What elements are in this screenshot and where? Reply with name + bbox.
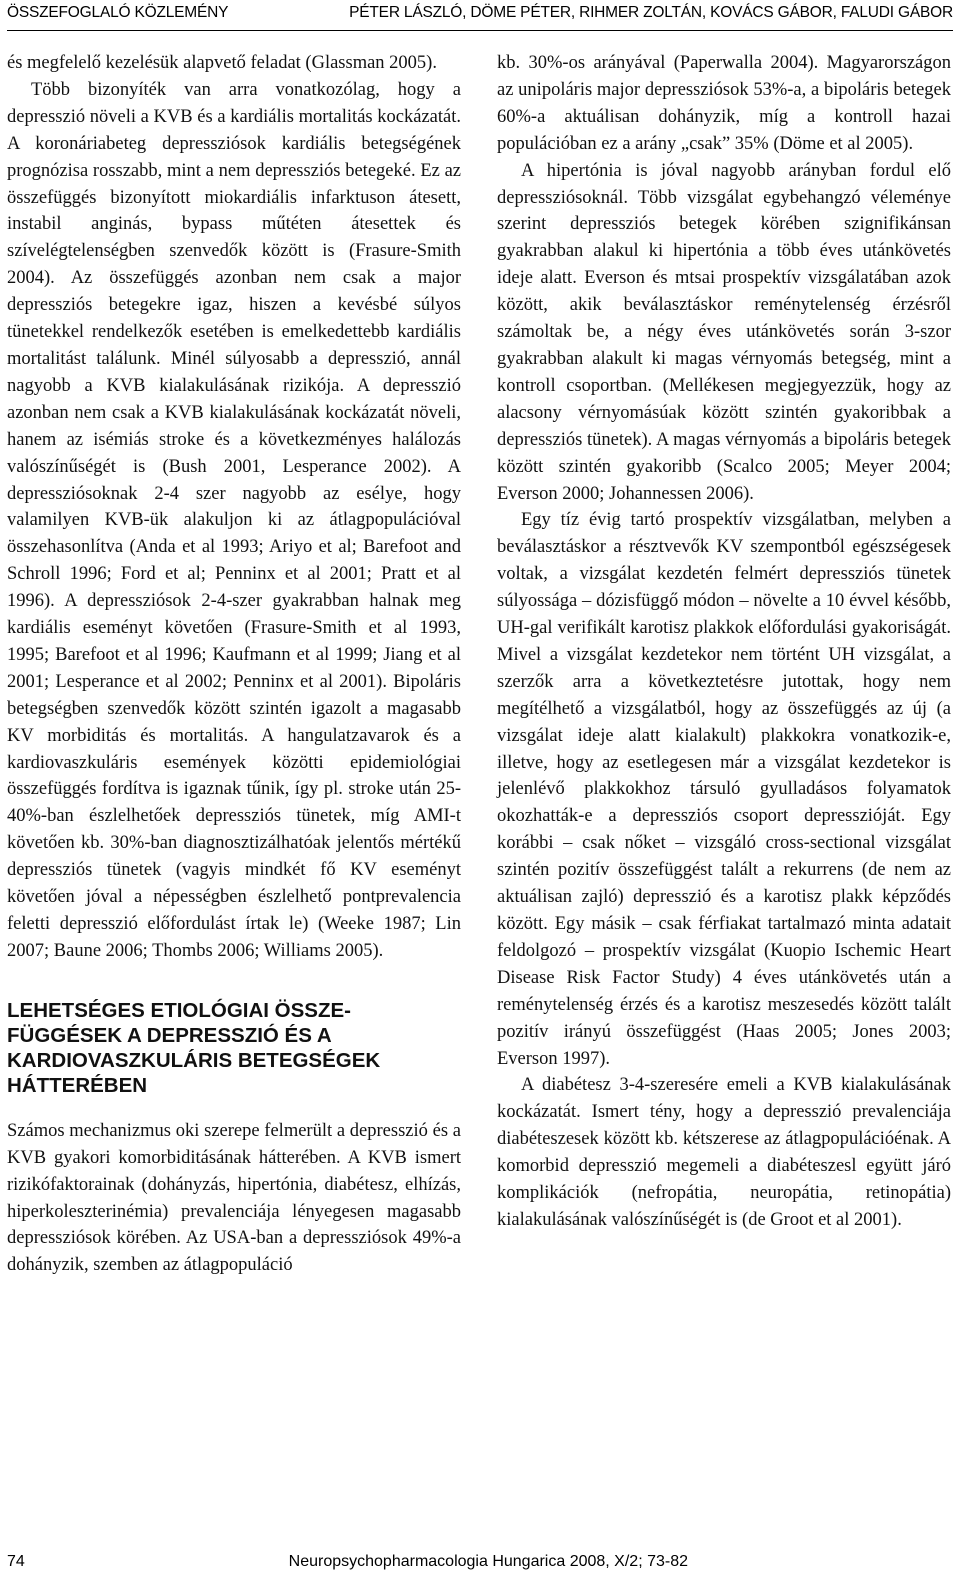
paragraph: Több bizonyíték van arra vonatkozólag, hogy a depresszió növeli a KVB és a kardiális mortalitás kockázatát. A koronáriabeteg depressziósok kardiális betegségének prognózisa rosszabb, mint a nem depressziós betegeké. Ez az összefüggés bizonyított miokardiális infarktuson átesett, instabil anginás, bypass műtéten átesettek és szívelégtelenségben szenvedők között is (Frasure-Smith 2004). Az összefüggés azonban nem csak a major depressziós betegekre igaz, hiszen a kevésbé súlyos tünetekkel rendelkezők esetében is emelkedettebb kardiális mortalitást találunk. Minél súlyosabb a depresszió, annál nagyobb a KVB kialakulásának rizikója. A depresszió azonban nem csak a KVB kialakulásának kockázatát növeli, hanem az isémiás stroke és a következményes halálozás valószínűségét is (Bush 2001, Lesperance 2002). A depressziósoknak 2-4 szer nagyobb az esélye, hogy valamilyen KVB-ük alakuljon ki az átlagpopulációval összehasonlítva (Anda et al 1993; Ariyo et al; Barefoot and Schroll 1996; Ford et al; Penninx et al 2001; Pratt et al 1996). A depressziósok 2-4-szer gyakrabban halnak meg kardiális eseményt követően (Frasure-Smith et al 1993, 1995; Barefoot et al 1996; Kaufmann et al 1999; Jiang et al 2001; Lesperance et al 2002; Penninx et al 2001). Bipoláris betegségben szenvedők között szintén igazolt a magasabb KV morbiditás és mortalitás. A hangulatzavarok és a kardiovaszkuláris események közötti epidemiológiai összefüggés fordítva is igaznak tűnik, így pl. stroke után 25-40%-ban észlelhetőek depressziós tünetek, míg AMI-t követően kb. 30%-ban diagnosztizálhatóak jelentős mértékű depressziós tünetek (vagyis mindkét fő KV eseményt követően jóval a népességben észlelhető pontprevalencia feletti depresszió előfordulást írtak le) (Weeke 1987; Lin 2007; Baune 2006; Thombs 2006; Williams 2005). (7, 79, 461, 961)
page-number: 74 (7, 1553, 25, 1570)
heading-line: HÁTTERÉBEN (7, 1073, 148, 1097)
paragraph: és megfelelő kezelésük alapvető feladat (Glassman 2005). (7, 53, 437, 73)
paragraph: A diabétesz 3-4-szeresére emeli a KVB kialakulásának kockázatát. Ismert tény, hogy a depresszió prevalenciája diabéteszesek között kb. kétszerese az átlagpopulációénak. A komorbid depresszió megemeli a diabéteszesl együtt járó komplikációk (nefropátia, neuropátia, retinopátia) kialakulásának valószínűségét is (de Groot et al 2001). (497, 1075, 951, 1230)
left-column (7, 50, 461, 1279)
heading-line: LEHETSÉGES ETIOLÓGIAI ÖSSZE- (7, 998, 351, 1022)
running-header (7, 4, 953, 31)
paragraph: Egy tíz évig tartó prospektív vizsgálatban, melyben a beválasztáskor a résztvevők KV szempontból egészségesek voltak, a vizsgálat kezdetén felmért depressziós tünetek súlyossága – dózisfüggő módon – növelte a 10 évvel később, UH-gal verifikált karotisz plakkok előfordulási gyakoriságát. Mivel a vizsgálat kezdetekor nem történt UH vizsgálat, a szerzők arra a következtetésre jutottak, hogy nem megítélhető a vizsgálatból, hogy az összefüggés az új (a vizsgálat ideje alatt kialakult) plakkokra vonatkozik-e, illetve, hogy az esetlegesen már a vizsgálat kezdetekor is jelenlévő plakkokhoz társuló gyulladásos folyamatok okozhatták-e a depressziós csoport depresszióját. Egy korábbi – csak nőket – vizsgáló cross-sectional vizsgálat szintén pozitív összefüggést talált a rekurrens (de nem az aktuálisan zajló) depresszió és a karotisz plakk képződés között. Egy másik – csak férfiakat tartalmazó minta adatait feldolgozó – prospektív vizsgálat (Kuopio Ischemic Heart Disease Risk Factor Study) 4 éves utánkövetés után a reménytelenség érzés és a karotisz meszesedés között talált pozitív irányú összefüggést (Haas 2005; Jones 2003; Everson 1997). (497, 510, 951, 1069)
heading-line: KARDIOVASZKULÁRIS BETEGSÉGEK (7, 1048, 381, 1072)
author-list: PÉTER LÁSZLÓ, DÖME PÉTER, RIHMER ZOLTÁN, KOVÁCS GÁBOR, FALUDI GÁBOR (349, 4, 953, 21)
right-column (497, 50, 951, 1234)
page-footer (7, 1553, 950, 1577)
heading-line: FÜGGÉSEK A DEPRESSZIÓ ÉS A (7, 1023, 332, 1047)
section-label: ÖSSZEFOGLALÓ KÖZLEMÉNY (7, 4, 229, 21)
journal-citation: Neuropsychopharmacologia Hungarica 2008, X/2; 73-82 (288, 1553, 688, 1570)
paragraph: kb. 30%-os arányával (Paperwalla 2004). Magyarországon az unipoláris major depressziósok 53%-a, a bipoláris betegek 60%-a aktuálisan dohányzik, míg a kontroll hazai populációban ez a arány „csak” 35% (Döme et al 2005). (497, 53, 951, 154)
paragraph: Számos mechanizmus oki szerepe felmerült a depresszió és a KVB gyakori komorbiditásának hátterében. A KVB ismert rizikófaktorainak (dohányzás, hipertónia, diabétesz, elhízás, hiperkoleszterinémia) prevalenciája lényegesen magasabb depressziósok körében. Az USA-ban a depressziósok 49%-a dohányzik, szemben az átlagpopuláció (7, 1120, 461, 1276)
paragraph: A hipertónia is jóval nagyobb arányban fordul elő depressziósoknál. Több vizsgálat egybehangzó véleménye szerint depressziós betegek körében szignifikánsan gyakrabban alakul ki hipertónia a több éves utánkövetés ideje alatt. Everson és mtsai prospektív vizsgálatában azok között, akik beválasztáskor reménytelenség érzésről számoltak be, a négy éves utánkövetés során 3-szor gyakrabban alakult ki magas vérnyomás betegség, mint a kontroll csoportban. (Mellékesen megjegyezzük, hogy az alacsony vérnyomásúak között szintén gyakoribbak a depressziós tünetek). A magas vérnyomás a bipoláris betegek között szintén gyakoribb (Scalco 2005; Meyer 2004; Everson 2000; Johannessen 2006). (497, 160, 951, 504)
section-heading (7, 998, 461, 1098)
